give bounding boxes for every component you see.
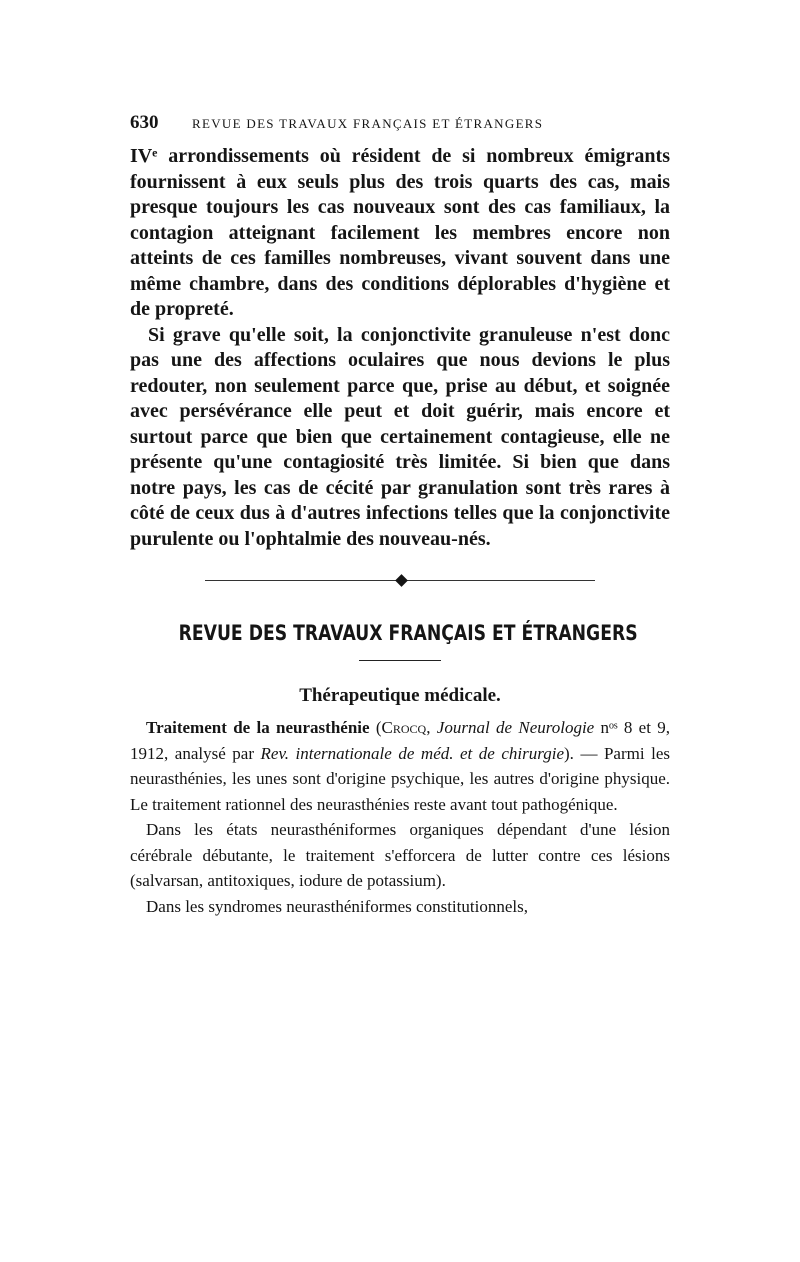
diamond-ornament-icon <box>395 574 408 587</box>
body-paragraph: IVᵉ arrondissements où résident de si nombreux émigrants fournissent à eux seuls plus des trois quarts des cas, mais presque toujours les cas nouveaux sont des cas familiaux, la contagion atteignant facilement les membres encore non atteints de ces familles nombreuses, vivant souvent dans une même chambre, dans des conditions déplorables d'hygiène et de propreté. <box>130 145 670 320</box>
article-author: Crocq <box>381 718 427 737</box>
review-name: Rev. internationale de méd. et de chirurgie <box>260 743 565 763</box>
ornamental-divider <box>130 574 670 588</box>
page-number: 630 <box>130 112 159 133</box>
running-title: REVUE DES TRAVAUX FRANÇAIS ET ÉTRANGERS <box>192 116 544 131</box>
article-paragraph: Dans les états neurasthéniformes organiques dépendant d'une lésion cérébrale débutante, le traitement s'efforcera de lutter contre ces lésions (salvarsan, antitoxiques, iodure de potassium). <box>130 820 670 890</box>
body-paragraph: Si grave qu'elle soit, la conjonctivite granuleuse n'est donc pas une des affections oculaires que nous devions le plus redouter, non seulement parce que, prise au début, et soignée avec persévérance elle peut et doit guérir, mais encore et surtout parce que bien que certainement contagieuse, elle ne présente qu'une contagiosité très limitée. Si bien que dans notre pays, les cas de cécité par granulation sont très rares à côté de ceux dus à d'autres infections telles que la conjonctivite purulente ou l'ophtalmie des nouveau-nés. <box>130 323 670 550</box>
article-paragraph: Dans les syndromes neurasthéniformes constitutionnels, <box>146 896 528 916</box>
subsection-heading: Thérapeutique médicale. <box>299 685 501 706</box>
journal-name: Journal de Neurologie <box>436 718 595 737</box>
document-page <box>130 112 670 919</box>
running-header <box>130 112 670 142</box>
issue-info: nᵒˢ 8 et 9, 1912, analysé par <box>130 718 671 763</box>
short-rule <box>359 660 441 661</box>
abstract-text: — Parmi les neurasthénies, les unes sont d'origine psychique, les autres d'origine physique. Le traitement rationnel des neurasthénies reste avant tout pathogénique. <box>130 743 670 814</box>
article-title: Traitement de la neurasthénie <box>146 718 370 737</box>
section-heading: REVUE DES TRAVAUX FRANÇAIS ET ÉTRANGERS <box>178 621 638 645</box>
article-paragraph: Traitement de la neurasthénie (Crocq, Journal de Neurologie nᵒˢ 8 et 9, 1912, analysé par Rev. internationale de méd. et de chirurgie). — Parmi les neurasthénies, les unes sont d'origine psychique, les autres d'origine physique. Le traitement rationnel des neurasthénies reste avant tout pathogénique. <box>130 718 671 814</box>
